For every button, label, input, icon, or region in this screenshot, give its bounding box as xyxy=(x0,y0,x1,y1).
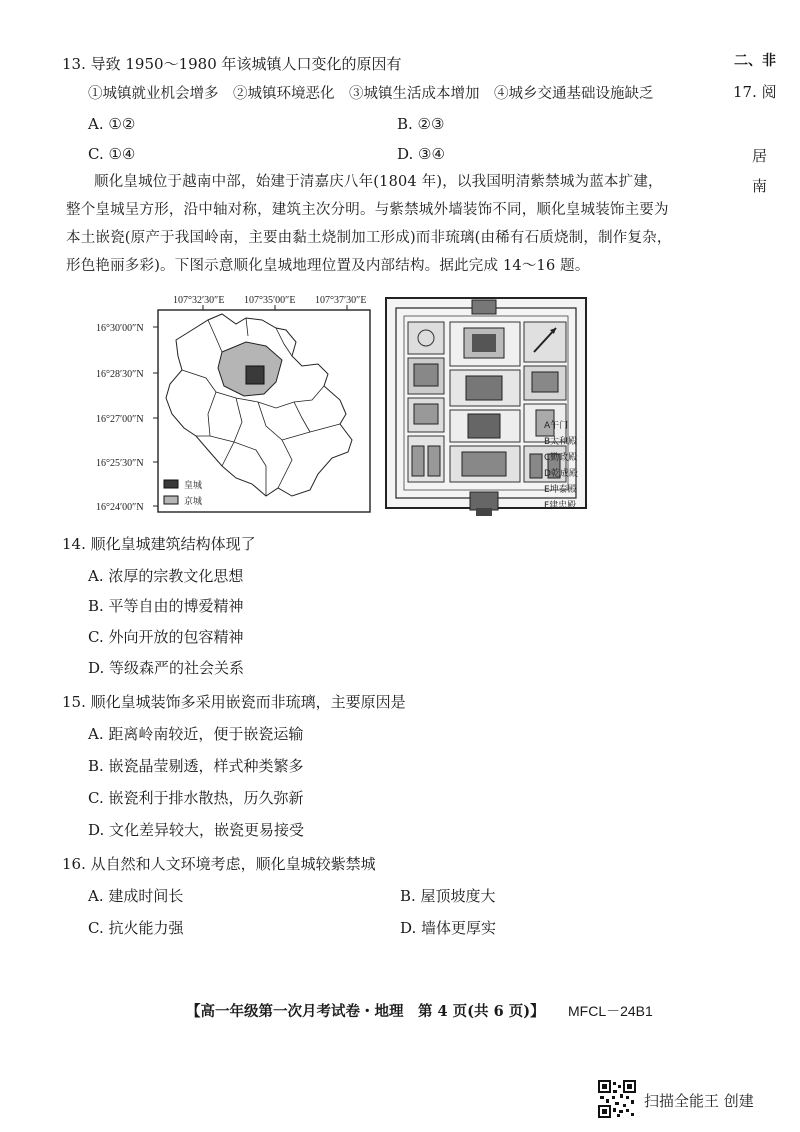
legend-capital-label: 京城 xyxy=(184,497,203,507)
qr-code-icon xyxy=(598,1080,636,1118)
plan-legend-c: C勤政殿 xyxy=(544,453,578,463)
lon-label-3: 107°37′30″E xyxy=(315,295,367,306)
side-question-fragment: 17. 阅 xyxy=(733,83,777,101)
imperial-city-area xyxy=(246,366,264,384)
q14-option-c: C. 外向开放的包容精神 xyxy=(88,628,244,646)
lat-label-5: 16°24′00″N xyxy=(96,502,144,513)
passage-text: 顺化皇城位于越南中部，始建于清嘉庆八年(1804 年)，以我国明清紫禁城为蓝本扩建，整个皇城呈方形，沿中轴对称，建筑主次分明。与紫禁城外墙装饰不同，顺化皇城装饰主要为本土嵌瓷(原产于我国岭南，主要由黏土烧制加工形成)而非琉璃(由稀有石质烧制，制作复杂，形色艳丽多彩)。下图示意顺化皇城地理位置及内部结构。据此完成 14～16 题。 xyxy=(66,174,672,274)
q15-option-b: B. 嵌瓷晶莹剔透，样式种类繁多 xyxy=(88,757,304,775)
q13-option-a: A. ①② xyxy=(88,115,136,133)
plan-legend-f: F建忠殿 xyxy=(544,501,577,511)
plan-legend-e: E坤泰殿 xyxy=(544,485,577,495)
legend-imperial-swatch xyxy=(164,480,178,488)
plan-legend-a: A午门 xyxy=(544,421,569,431)
imperial-city-plan xyxy=(384,296,594,522)
q13-option-b: B. ②③ xyxy=(397,115,445,133)
q16-option-a: A. 建成时间长 xyxy=(88,887,184,905)
side-glyph-1: 居 xyxy=(752,147,768,165)
q15-option-d: D. 文化差异较大，嵌瓷更易接受 xyxy=(88,821,305,839)
side-section-fragment: 二、非 xyxy=(734,53,776,69)
q13-option-c: C. ①④ xyxy=(88,145,136,163)
passage xyxy=(66,168,676,280)
q13-stem: 13. 导致 1950～1980 年该城镇人口变化的原因有 xyxy=(62,55,402,73)
lat-label-1: 16°30′00″N xyxy=(96,323,144,334)
location-map xyxy=(96,290,376,520)
plan-legend-b: B太和殿 xyxy=(544,437,578,447)
q14-option-b: B. 平等自由的博爱精神 xyxy=(88,597,244,615)
q15-stem: 15. 顺化皇城装饰多采用嵌瓷而非琉璃，主要原因是 xyxy=(62,693,406,711)
q15-option-c: C. 嵌瓷利于排水散热，历久弥新 xyxy=(88,789,304,807)
page-footer-title: 【高一年级第一次月考试卷・地理 第 4 页(共 6 页)】 xyxy=(186,1003,545,1020)
lon-label-1: 107°32′30″E xyxy=(173,295,225,306)
q15-option-a: A. 距离岭南较近，便于嵌瓷运输 xyxy=(88,725,304,743)
q16-option-c: C. 抗火能力强 xyxy=(88,919,184,937)
plan-legend-d: D乾成殿 xyxy=(544,469,578,479)
lon-label-2: 107°35′00″E xyxy=(244,295,296,306)
q14-stem: 14. 顺化皇城建筑结构体现了 xyxy=(62,535,256,553)
lat-label-4: 16°25′30″N xyxy=(96,458,144,469)
q14-option-d: D. 等级森严的社会关系 xyxy=(88,659,245,677)
scanner-watermark: 扫描全能王 创建 xyxy=(644,1092,754,1110)
legend-imperial-label: 皇城 xyxy=(184,481,203,491)
lat-label-3: 16°27′00″N xyxy=(96,414,144,425)
paper-code: MFCL－24B1 xyxy=(568,1003,653,1019)
q16-option-b: B. 屋顶坡度大 xyxy=(400,887,496,905)
q16-option-d: D. 墙体更厚实 xyxy=(400,919,497,937)
q16-stem: 16. 从自然和人文环境考虑，顺化皇城较紫禁城 xyxy=(62,855,376,873)
legend-capital-swatch xyxy=(164,496,178,504)
q14-option-a: A. 浓厚的宗教文化思想 xyxy=(88,567,244,585)
q13-option-d: D. ③④ xyxy=(397,145,445,163)
q13-statements: ①城镇就业机会增多 ②城镇环境恶化 ③城镇生活成本增加 ④城乡交通基础设施缺乏 xyxy=(88,86,654,102)
side-glyph-2: 南 xyxy=(752,177,768,195)
lat-label-2: 16°28′30″N xyxy=(96,369,144,380)
